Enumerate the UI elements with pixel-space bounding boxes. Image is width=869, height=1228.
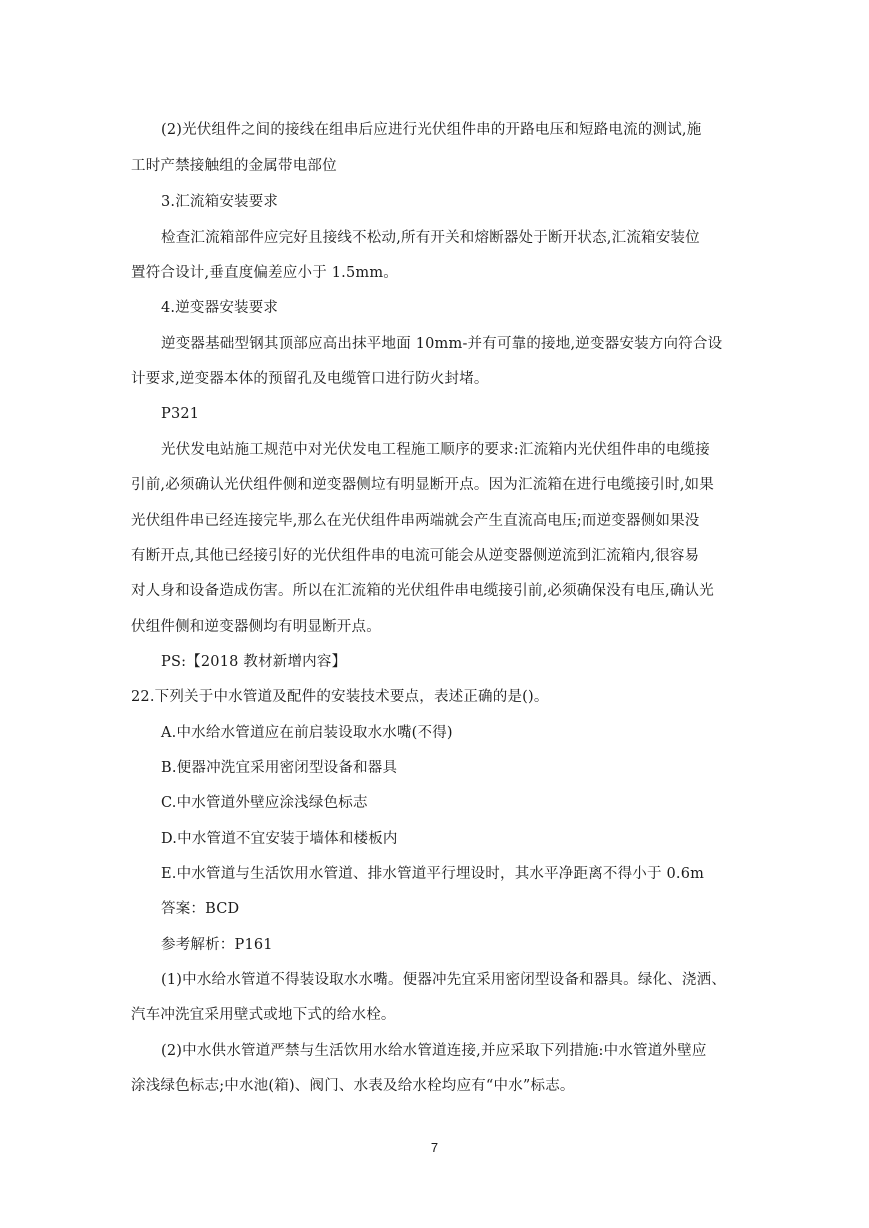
page-number: 7 xyxy=(430,1140,439,1155)
question-stem: 22.下列关于中水管道及配件的安装技术要点，表述正确的是()。 xyxy=(131,689,549,705)
section-heading: 3.汇流箱安装要求 xyxy=(161,194,279,210)
option-a: A.中水给水管道应在前启装设取水水嘴(不得) xyxy=(161,725,453,741)
paragraph-line: 伏组件侧和逆变器侧均有明显断开点。 xyxy=(131,619,381,635)
option-e: E.中水管道与生活饮用水管道、排水管道平行埋设时，其水平净距离不得小于 0.6m xyxy=(161,866,705,882)
page-reference: P321 xyxy=(161,406,200,422)
option-b: B.便器冲洗宜采用密闭型设备和器具 xyxy=(161,760,398,776)
paragraph-line: 检查汇流箱部件应完好且接线不松动,所有开关和熔断器处于断开状态,汇流箱安装位 xyxy=(161,230,700,246)
paragraph-line: 涂浅绿色标志;中水池(箱)、阀门、水表及给水栓均应有“中水”标志。 xyxy=(131,1078,575,1094)
paragraph-line: 工时产禁接触组的金属带电部位 xyxy=(131,158,337,174)
paragraph-line: 光伏发电站施工规范中对光伏发电工程施工顺序的要求:汇流箱内光伏组件串的电缆接 xyxy=(161,442,710,458)
answer-line: 答案：BCD xyxy=(161,901,240,917)
paragraph-line: (1)中水给水管道不得装设取水水嘴。便器冲先宜采用密闭型设备和器具。绿化、浇洒、 xyxy=(161,972,727,988)
paragraph-line: 计要求,逆变器本体的预留孔及电缆管口进行防火封堵。 xyxy=(131,371,489,387)
paragraph-line: 逆变器基础型钢其顶部应高出抹平地面 10mm-并有可靠的接地,逆变器安装方向符合设 xyxy=(161,336,723,352)
note-line: PS:【2018 教材新增内容】 xyxy=(161,654,347,670)
explanation-heading: 参考解析：P161 xyxy=(161,937,273,953)
paragraph-line: 汽车冲洗宜采用壁式或地下式的给水栓。 xyxy=(131,1007,396,1023)
paragraph-line: 引前,必须确认光伏组件侧和逆变器侧垃有明显断开点。因为汇流箱在进行电缆接引时,如果 xyxy=(131,477,714,493)
option-c: C.中水管道外壁应涂浅绿色标志 xyxy=(161,795,368,811)
paragraph-line: (2)光伏组件之间的接线在组串后应进行光伏组件串的开路电压和短路电流的测试,施 xyxy=(161,122,702,138)
option-d: D.中水管道不宜安装于墙体和楼板内 xyxy=(161,831,398,847)
paragraph-line: 置符合设计,垂直度偏差应小于 1.5mm。 xyxy=(131,265,398,281)
section-heading: 4.逆变器安装要求 xyxy=(161,300,279,316)
paragraph-line: 有断开点,其他已经接引好的光伏组件串的电流可能会从逆变器侧逆流到汇流箱内,很容易 xyxy=(131,548,700,564)
paragraph-line: 光伏组件串已经连接完毕,那么在光伏组件串两端就会产生直流高电压;而逆变器侧如果没 xyxy=(131,513,700,529)
paragraph-line: 对人身和设备造成伤害。所以在汇流箱的光伏组件串电缆接引前,必须确保没有电压,确认光 xyxy=(131,583,714,599)
paragraph-line: (2)中水供水管道严禁与生活饮用水给水管道连接,并应采取下列措施:中水管道外壁应 xyxy=(161,1043,707,1059)
